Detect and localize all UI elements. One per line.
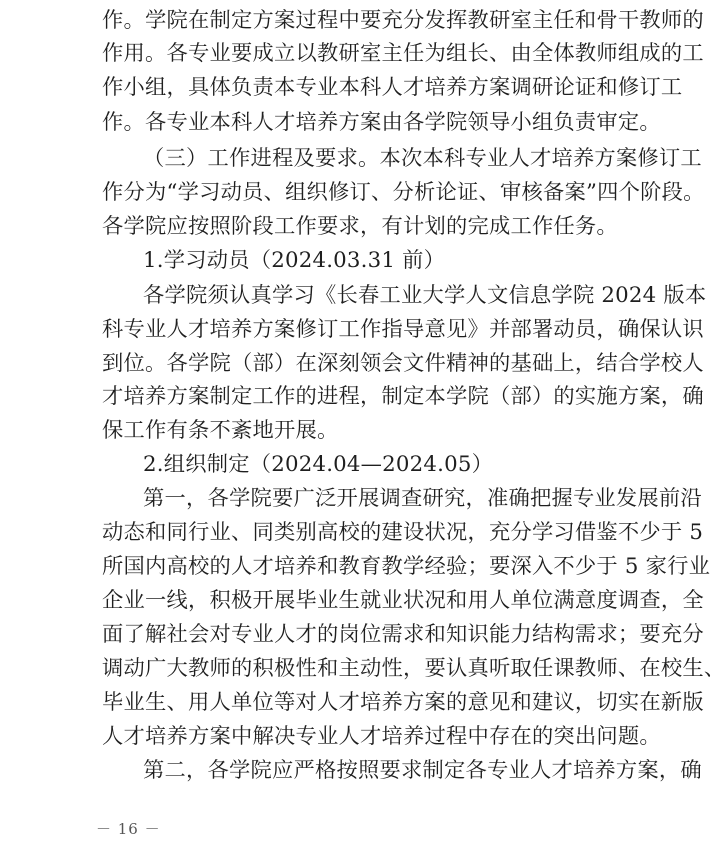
para-work-progress-line-2: 作分为“学习动员、组织修订、分析论证、审核备案”四个阶段。 (102, 180, 705, 205)
para-study-mobilization-line-2: 科专业人才培养方案修订工作指导意见》并部署动员，确保认识 (102, 317, 704, 342)
heading-organize-revision: 2.组织制定（2024.04—2024.05） (143, 452, 494, 477)
para-work-progress-line-3: 各学院应按照阶段工作要求，有计划的完成工作任务。 (102, 214, 618, 239)
para-working-group-line-3: 作小组，具体负责本专业本科人才培养方案调研论证和修订工 (102, 75, 683, 100)
para-first-step-line-2: 动态和同行业、同类别高校的建设状况，充分学习借鉴不少于 5 (102, 520, 704, 545)
para-first-step-line-1: 第一，各学院要广泛开展调查研究，准确把握专业发展前沿 (143, 486, 702, 511)
para-first-step-line-4: 企业一线，积极开展毕业生就业状况和用人单位满意度调查，全 (102, 588, 704, 613)
heading-study-mobilization: 1.学习动员（2024.03.31 前） (143, 248, 446, 273)
para-first-step-line-7: 毕业生、用人单位等对人才培养方案的意见和建议，切实在新版 (102, 690, 704, 715)
para-study-mobilization-line-3: 到位。各学院（部）在深刻领会文件精神的基础上，结合学校人 (102, 351, 704, 376)
para-working-group-line-4: 作。各专业本科人才培养方案由各学院领导小组负责审定。 (102, 110, 661, 135)
para-first-step-line-3: 所国内高校的人才培养和教育教学经验；要深入不少于 5 家行业 (102, 554, 711, 579)
para-working-group-line-1: 作。学院在制定方案过程中要充分发挥教研室主任和骨干教师的 (102, 8, 704, 33)
para-work-progress-line-1: （三）工作进程及要求。本次本科专业人才培养方案修订工 (143, 146, 702, 171)
para-study-mobilization-line-4: 才培养方案制定工作的进程，制定本学院（部）的实施方案，确 (102, 384, 704, 409)
para-second-step-line-1: 第二，各学院应严格按照要求制定各专业人才培养方案，确 (143, 758, 702, 783)
para-study-mobilization-line-5: 保工作有条不紊地开展。 (102, 418, 339, 443)
para-first-step-line-5: 面了解社会对专业人才的岗位需求和知识能力结构需求；要充分 (102, 622, 704, 647)
para-working-group-line-2: 作用。各专业要成立以教研室主任为组长、由全体教师组成的工 (102, 41, 704, 66)
para-first-step-line-8: 人才培养方案中解决专业人才培养过程中存在的突出问题。 (102, 724, 661, 749)
para-first-step-line-6: 调动广大教师的积极性和主动性，要认真听取任课教师、在校生、 (102, 656, 725, 681)
page-number: － 16 － (96, 820, 161, 838)
para-study-mobilization-line-1: 各学院须认真学习《长春工业大学人文信息学院 2024 版本 (143, 283, 707, 308)
